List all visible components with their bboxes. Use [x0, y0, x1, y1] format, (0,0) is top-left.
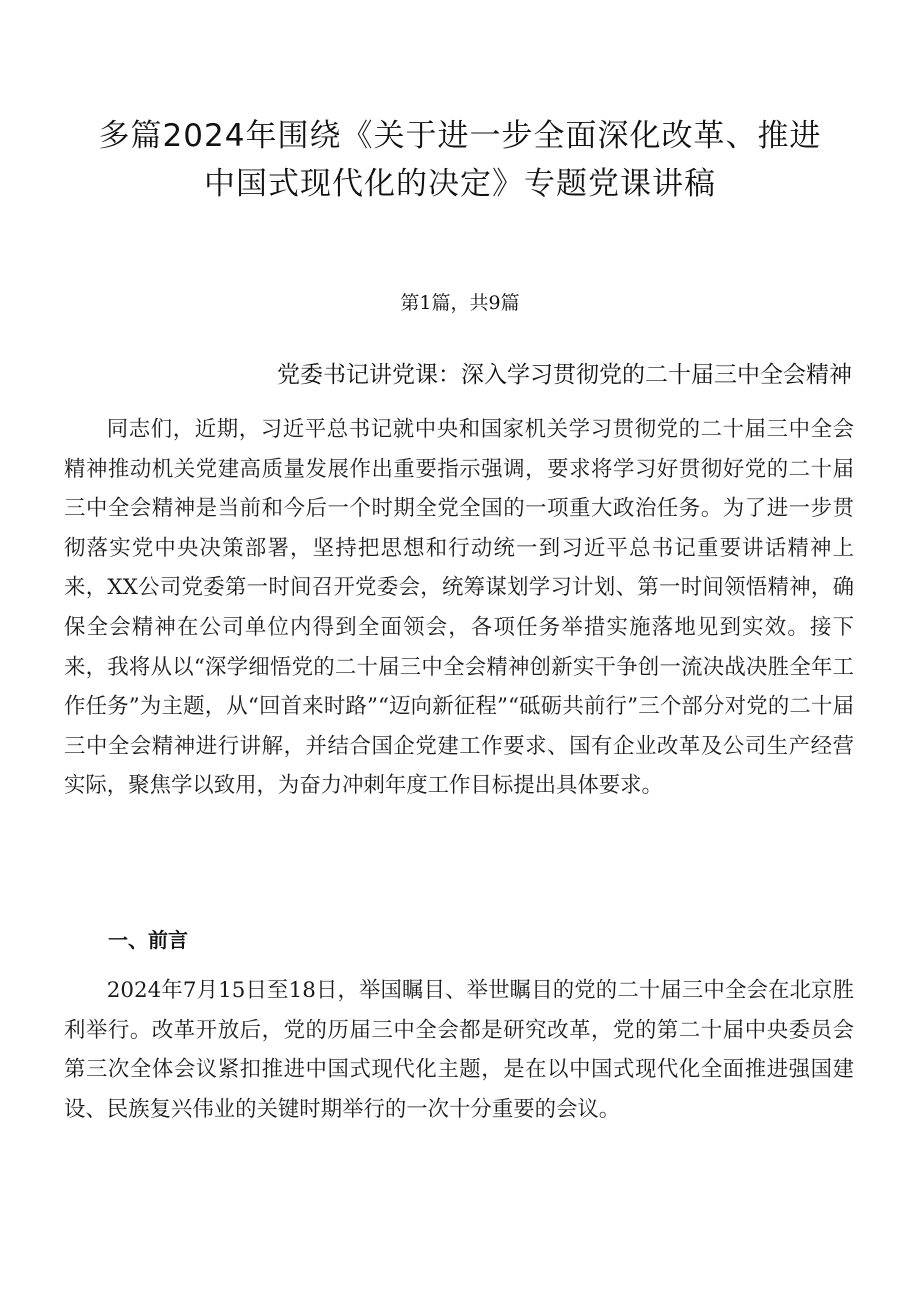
part-indicator: 第1篇，共9篇 [400, 292, 520, 314]
document-title-line-1: 多篇2024年围绕《关于进一步全面深化改革、推进 [98, 118, 822, 154]
document-title-line-2: 中国式现代化的决定》专题党课讲稿 [204, 166, 716, 202]
subheading-preface: 一、前言 [108, 928, 188, 952]
document-title [60, 112, 860, 208]
body-paragraph-intro: 同志们，近期，习近平总书记就中央和国家机关学习贯彻党的二十届三中全会精神推动机关党建高质量发展作出重要指示强调，要求将学习好贯彻好党的二十届三中全会精神是当前和今后一个时期全党全国的一项重大政治任务。为了进一步贯彻落实党中央决策部署，坚持把思想和行动统一到习近平总书记重要讲话精神上来，XX公司党委第一时间召开党委会，统筹谋划学习计划、第一时间领悟精神，确保全会精神在公司单位内得到全面领会，各项任务举措实施落地见到实效。接下来，我将从以“深学细悟党的二十届三中全会精神创新实干争创一流决战决胜全年工作任务”为主题，从“回首来时路”“迈向新征程”“砥砺共前行”三个部分对党的二十届三中全会精神进行讲解，并结合国企党建工作要求、国有企业改革及公司生产经营实际，聚焦学以致用，为奋力冲刺年度工作目标提出具体要求。 [64, 417, 854, 799]
section-heading: 党委书记讲党课：深入学习贯彻党的二十届三中全会精神 [277, 362, 852, 388]
body-paragraph-preface: 2024年7月15日至18日，举国瞩目、举世瞩目的党的二十届三中全会在北京胜利举行。改革开放后，党的历届三中全会都是研究改革，党的第二十届中央委员会第三次全体会议紧扣推进中国式现代化主题，是在以中国式现代化全面推进强国建设、民族复兴伟业的关键时期举行的一次十分重要的会议。 [64, 978, 854, 1122]
